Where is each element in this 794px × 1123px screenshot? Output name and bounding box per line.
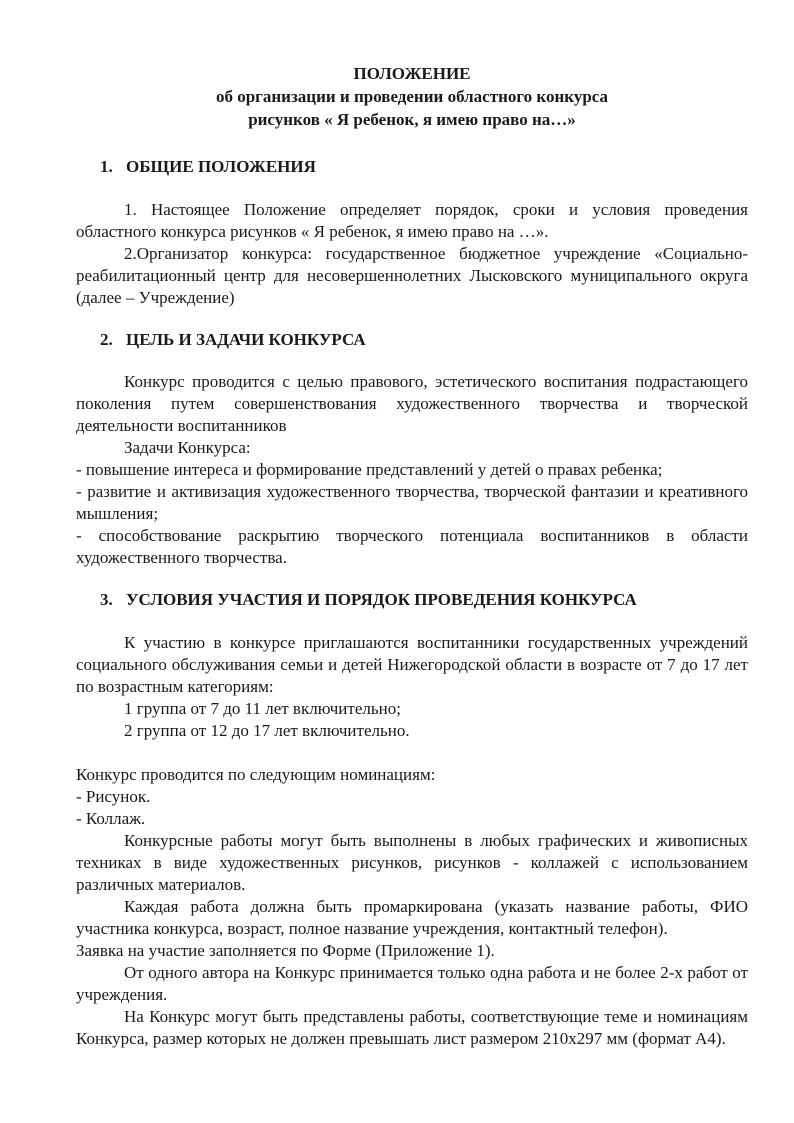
section-1-title: ОБЩИЕ ПОЛОЖЕНИЯ	[126, 157, 316, 176]
section-1-heading	[76, 156, 748, 178]
section-3-age-group: 1 группа от 7 до 11 лет включительно;	[124, 699, 401, 718]
section-3-list-item: - Коллаж.	[76, 809, 146, 828]
section-2-number: 2.	[100, 330, 113, 349]
section-3-paragraph: Конкурс проводится по следующим номинациям:	[76, 765, 436, 784]
section-3-paragraph: К участию в конкурсе приглашаются воспитанники государственных учреждений социального обслуживания семьи и детей Нижегородской области в возрасте от 7 до 17 лет по возрастным категориям:	[76, 633, 748, 696]
section-2-list-item: - повышение интереса и формирование представлений у детей о правах ребенка;	[76, 460, 663, 479]
section-2-paragraph: Конкурс проводится с целью правового, эстетического воспитания подрастающего поколения путем совершенствования художественного творчества и творческой деятельности воспитанников	[76, 372, 748, 435]
section-3-paragraph: Заявка на участие заполняется по Форме (Приложение 1).	[76, 941, 495, 960]
section-3-age-group: 2 группа от 12 до 17 лет включительно.	[124, 721, 410, 740]
document-title	[76, 62, 748, 131]
section-3-paragraph: Каждая работа должна быть промаркирована (указать название работы, ФИО участника конкурса, возраст, полное название учреждения, контактный телефон).	[76, 897, 748, 938]
section-2-list-item: - развитие и активизация художественного творчества, творческой фантазии и креативного мышления;	[76, 482, 748, 523]
title-line-3: рисунков « Я ребенок, я имею право на…»	[248, 110, 576, 129]
section-1-paragraph: 2.Организатор конкурса: государственное бюджетное учреждение «Социально- реабилитационный центр для несовершеннолетних Лысковского муниципального округа (далее – Учреждение)	[76, 244, 748, 307]
title-line-2: об организации и проведении областного конкурса	[215, 87, 609, 106]
section-3-heading	[76, 589, 748, 611]
section-2-list-item: - способствование раскрытию творческого потенциала воспитанников в области художественного творчества.	[76, 526, 748, 567]
section-1-number: 1.	[100, 157, 113, 176]
section-3-paragraph: На Конкурс могут быть представлены работы, соответствующие теме и номинациям Конкурса, размер которых не должен превышать лист размером 210х297 мм (формат А4).	[76, 1007, 748, 1048]
title-line-1: ПОЛОЖЕНИЕ	[353, 64, 471, 83]
section-3-list-item: - Рисунок.	[76, 787, 151, 806]
section-1-paragraph: 1. Настоящее Положение определяет порядок, сроки и условия проведения областного конкурса рисунков « Я ребенок, я имею право на …».	[76, 200, 748, 241]
section-3-number: 3.	[100, 590, 113, 609]
section-3-title: УСЛОВИЯ УЧАСТИЯ И ПОРЯДОК ПРОВЕДЕНИЯ КОНКУРСА	[126, 590, 637, 609]
section-3-paragraph: Конкурсные работы могут быть выполнены в любых графических и живописных техниках в виде художественных рисунков, рисунков - коллажей с использованием различных материалов.	[76, 831, 748, 894]
document-page	[76, 62, 748, 1050]
section-2-title: ЦЕЛЬ И ЗАДАЧИ КОНКУРСА	[126, 330, 366, 349]
section-2-paragraph: Задачи Конкурса:	[124, 438, 251, 457]
section-2-heading	[76, 329, 748, 351]
section-3-paragraph: От одного автора на Конкурс принимается только одна работа и не более 2-х работ от учреждения.	[76, 963, 748, 1004]
